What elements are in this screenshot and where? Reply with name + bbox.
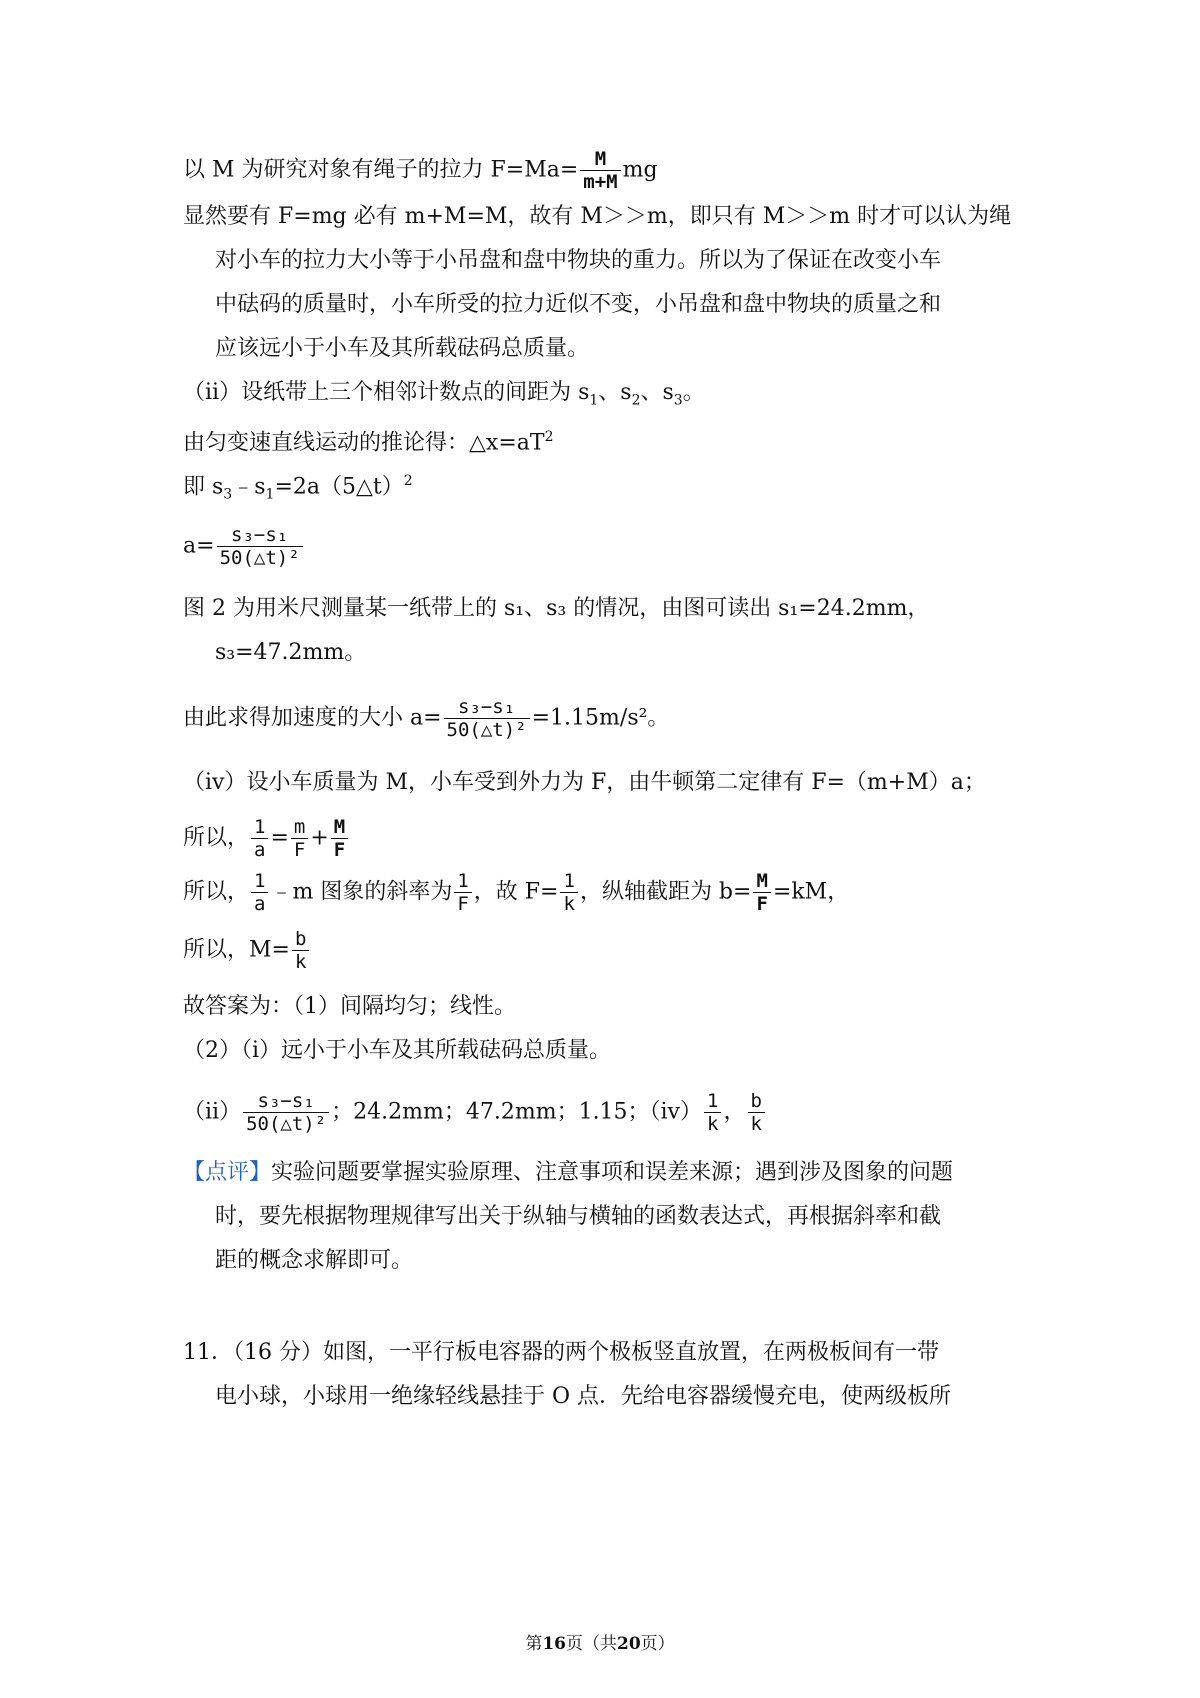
paragraph-line: 中砝码的质量时，小车所受的拉力近似不变，小吊盘和盘中物块的质量之和: [215, 292, 942, 317]
review-line-3: 距的概念求解即可。: [215, 1248, 414, 1273]
review-line-2: 时，要先根据物理规律写出关于纵轴与横轴的函数表达式，再根据斜率和截: [215, 1204, 942, 1229]
fraction-1-over-k: $\frac{1}{k}$: [704, 1090, 721, 1135]
line-figure2: 图 2 为用米尺测量某一纸带上的 s₁、s₃ 的情况，由图可读出 s₁=24.2mm，: [183, 596, 930, 621]
fraction-1-over-a: $\frac{1}{a}$: [251, 870, 268, 915]
question-11-line-2: 电小球，小球用一绝缘轻线悬挂于 O 点．先给电容器缓慢充电，使两级板所: [215, 1384, 952, 1409]
answer-line-3: （ⅱ） $\frac{\text{s₃−s₁}}{\text{50(△t)²}}$ ；24.2mm；47.2mm；1.15；（ⅳ） $\frac{1}{k}$ ， $\frac{b}{k}$: [183, 1090, 767, 1135]
review-line-1: 【点评】实验问题要掌握实验原理、注意事项和误差来源；遇到涉及图象的问题: [183, 1160, 954, 1185]
line-ii-spacing: （ⅱ）设纸带上三个相邻计数点的间距为 $s_1$、$s_2$、$s_3$。: [183, 380, 705, 409]
page-number: 16: [542, 1634, 566, 1654]
fraction-acceleration: $\frac{\text{s₃−s₁}}{\text{50(△t)²}}$: [243, 1090, 329, 1135]
paragraph-line: 应该远小于小车及其所载砝码总质量。: [215, 336, 590, 361]
line-acc-result: 由此求得加速度的大小 a= $\frac{\text{s₃−s₁}}{\text{50(△t)²}}$ =1.15m/s²。: [183, 696, 670, 741]
fraction-M-over-F: $\frac{M}{F}$: [331, 816, 348, 861]
fraction-b-over-k: $\frac{b}{k}$: [292, 928, 309, 973]
review-tag: 【点评】: [183, 1160, 272, 1185]
fraction-b-over-k: $\frac{b}{k}$: [748, 1090, 765, 1135]
paragraph-line: 对小车的拉力大小等于小吊盘和盘中物块的重力。所以为了保证在改变小车: [215, 248, 942, 273]
line-tension: 以 M 为研究对象有绳子的拉力 F=Ma= $\frac{M}{m+M}$ mg: [183, 148, 658, 193]
fraction-1-over-k: $\frac{1}{k}$: [560, 870, 577, 915]
line-inference: 由匀变速直线运动的推论得：$\triangle x=aT^2$: [183, 429, 554, 456]
fraction-M-over-mM: $\frac{M}{m+M}$: [580, 148, 620, 193]
fraction-acceleration: $\frac{\text{s₃−s₁}}{\text{50(△t)²}}$: [444, 696, 530, 741]
fraction-M-over-F: $\frac{M}{F}$: [753, 870, 770, 915]
paragraph-line: 显然要有 F=mg 必有 m+M=M，故有 M＞＞m，即只有 M＞＞m 时才可以认为绳: [183, 204, 1012, 229]
line-so1: 所以， $\frac{1}{a}$ = $\frac{m}{F}$ + $\frac{M}{F}$: [183, 816, 350, 861]
line-iv: （ⅳ）设小车质量为 M，小车受到外力为 F，由牛顿第二定律有 F=（m+M）a；: [183, 770, 986, 795]
page-total: 20: [617, 1634, 641, 1654]
question-11-line-1: 11．（16 分）如图，一平行板电容器的两个极板竖直放置，在两极板间有一带: [183, 1340, 939, 1365]
line-figure2-cont: s₃=47.2mm。: [215, 640, 367, 665]
line-so3: 所以，M= $\frac{b}{k}$: [183, 928, 311, 973]
answer-line-2: （2）（ⅰ）远小于小车及其所载砝码总质量。: [183, 1038, 612, 1063]
page-footer: 第16页（共20页）: [525, 1634, 675, 1654]
fraction-1-over-F: $\frac{1}{F}$: [454, 870, 471, 915]
fraction-1-over-a: $\frac{1}{a}$: [251, 816, 268, 861]
line-ji: 即 $s_3﹣s_1=2a(5\triangle t)^2$: [183, 473, 413, 503]
line-a-formula: a= $\frac{\text{s₃−s₁}}{\text{50(△t)²}}$: [183, 524, 305, 569]
fraction-m-over-F: $\frac{m}{F}$: [291, 816, 308, 861]
fraction-acceleration: $\frac{\text{s₃−s₁}}{\text{50(△t)²}}$: [217, 524, 303, 569]
line-so2: 所以， $\frac{1}{a}$ ﹣m 图象的斜率为 $\frac{1}{F}$ ，故 F= $\frac{1}{k}$ ，纵轴截距为 b= $\frac{M}{F}$ =kM，: [183, 870, 850, 915]
answer-line-1: 故答案为：（1）间隔均匀；线性。: [183, 994, 516, 1019]
